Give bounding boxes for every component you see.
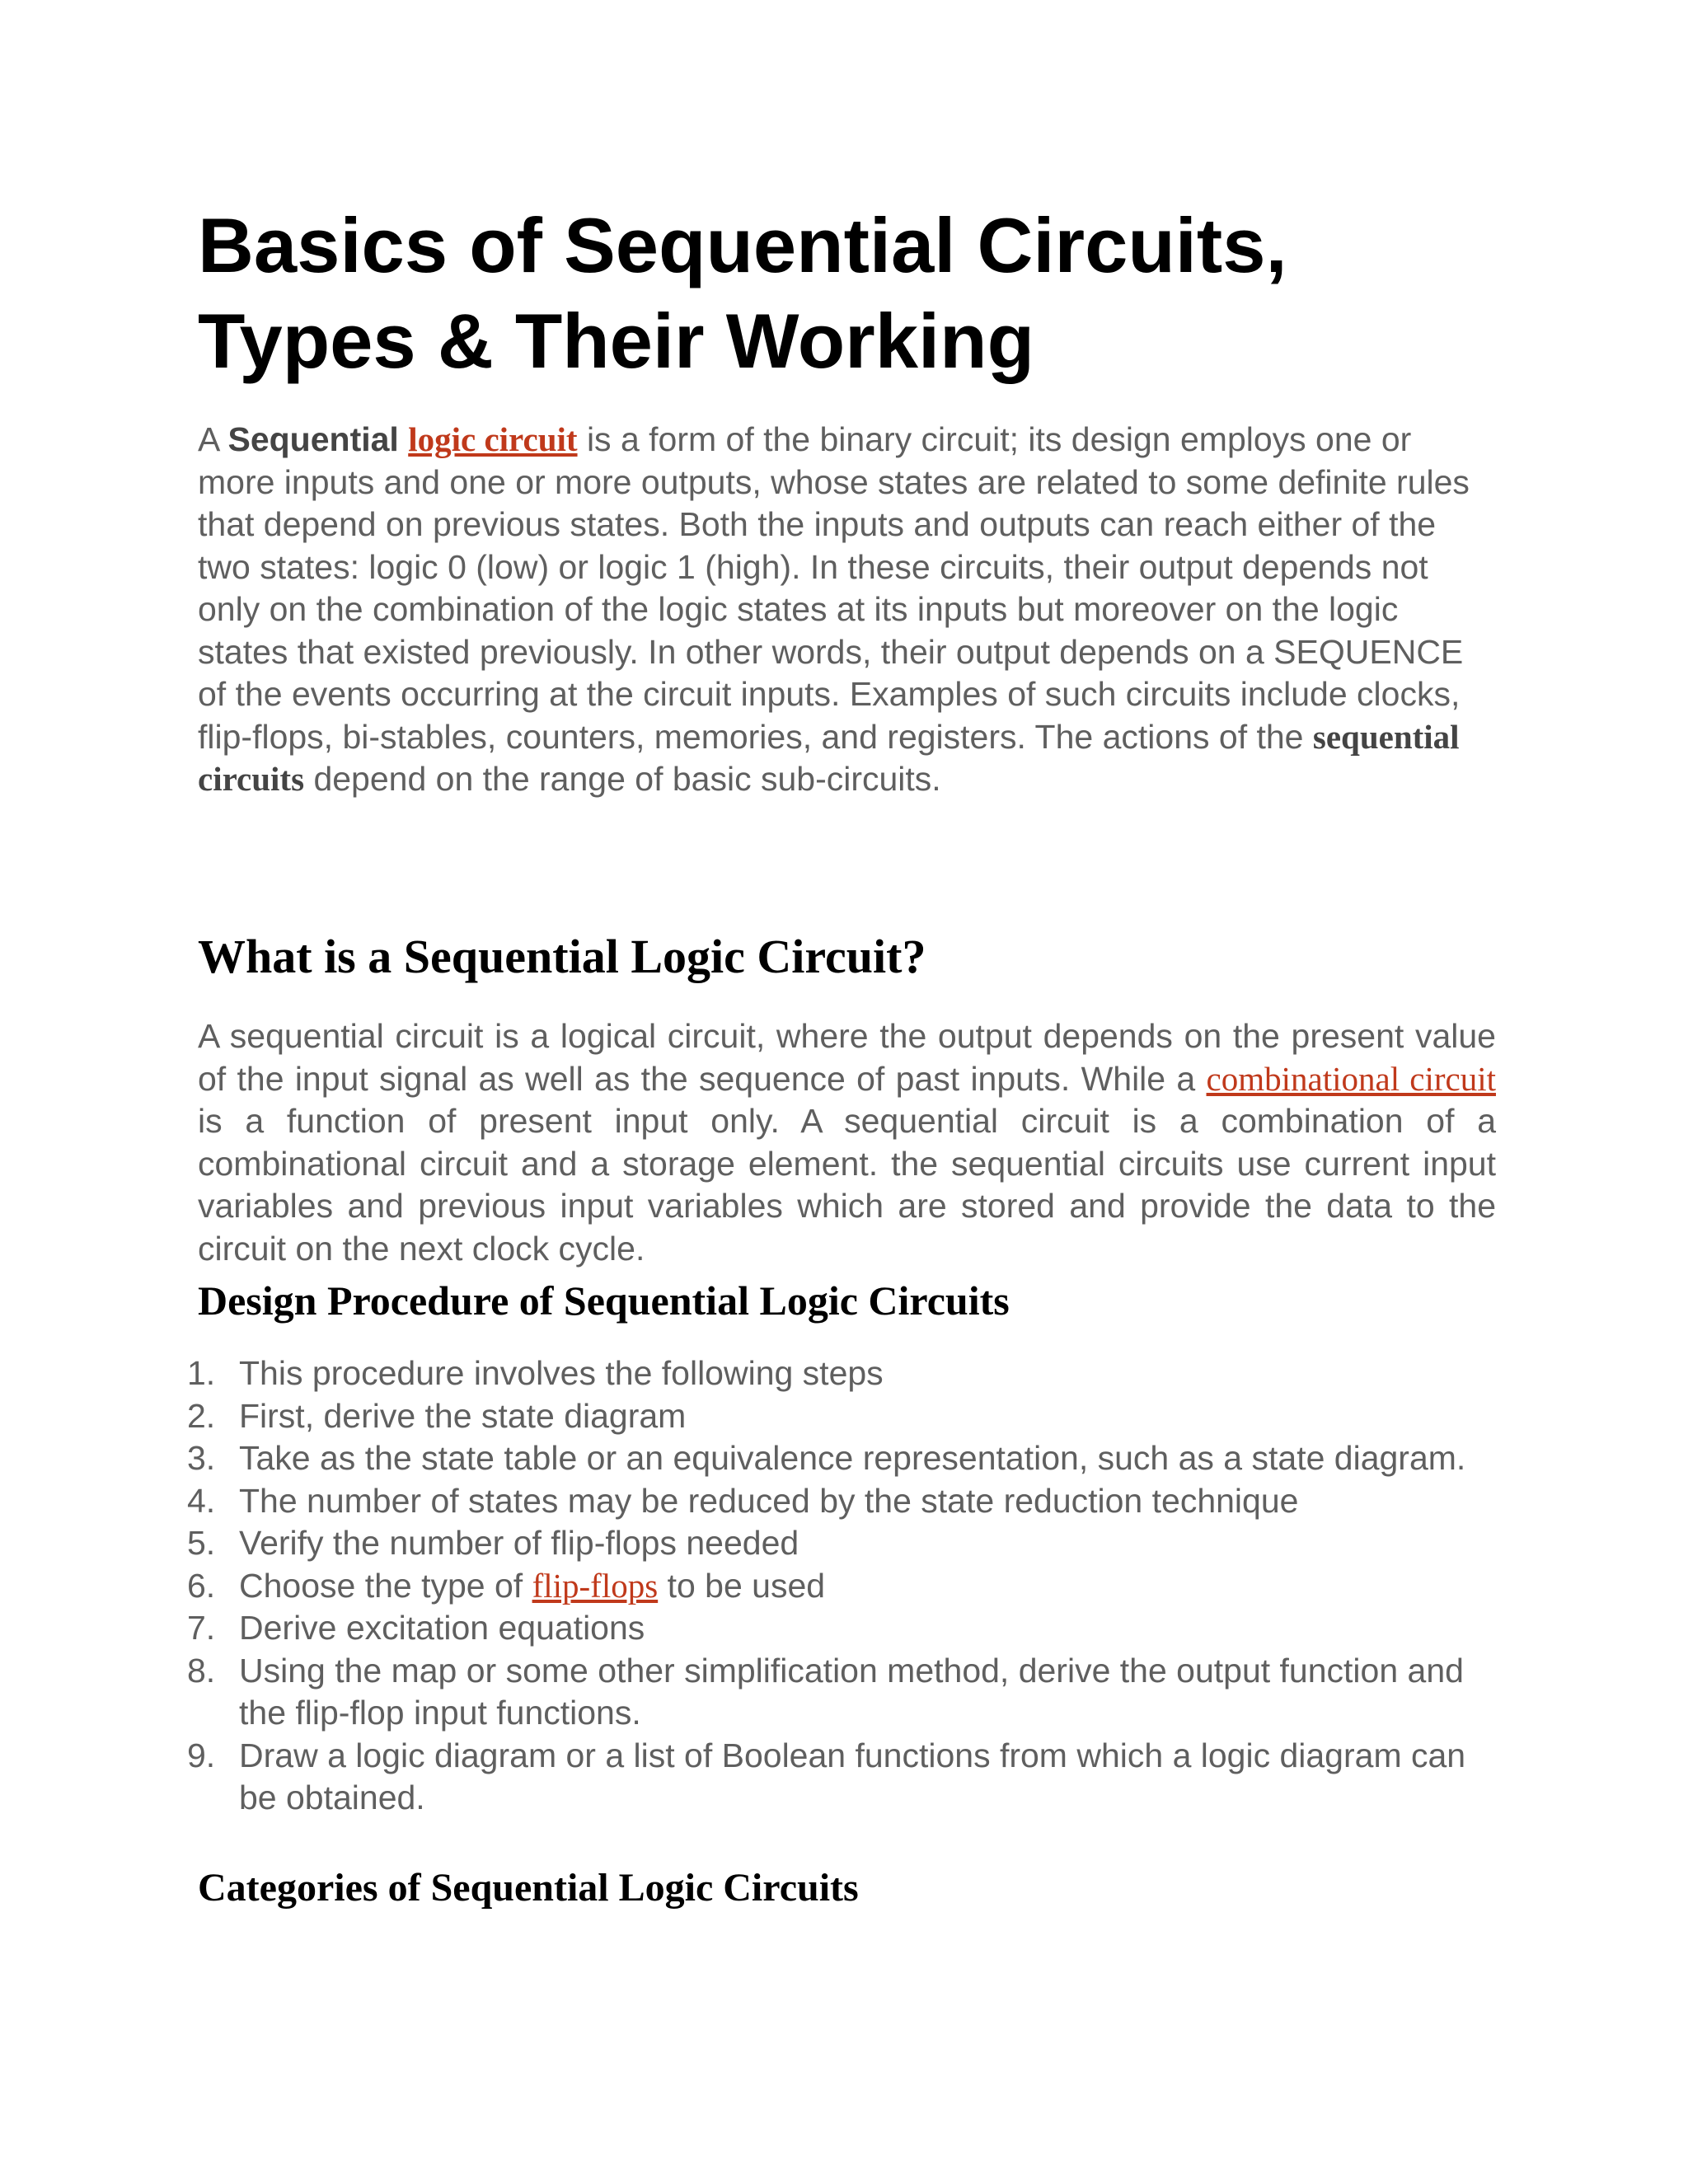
list-item: [187, 1395, 1496, 1438]
list-item-text: First, derive the state diagram: [239, 1396, 687, 1435]
intro-end-text: depend on the range of basic sub-circuits.: [304, 760, 941, 798]
list-item: [187, 1480, 1496, 1523]
list-item: [187, 1352, 1496, 1395]
list-item-number: 9.: [187, 1736, 216, 1774]
list-item: [187, 1522, 1496, 1565]
list-item-text: This procedure involves the following steps: [239, 1354, 884, 1392]
list-item-number: 1.: [187, 1354, 216, 1392]
design-procedure-heading: Design Procedure of Sequential Logic Circuits: [198, 1277, 1010, 1324]
page-title: Basics of Sequential Circuits, Types & Their Working: [198, 202, 1287, 384]
combinational-circuit-link[interactable]: combinational circuit: [1206, 1059, 1496, 1098]
list-item-number: 2.: [187, 1396, 216, 1435]
list-item-text-pre: Choose the type of: [239, 1566, 532, 1605]
what-is-start-text: A sequential circuit is a logical circuit, where the output depends on the present value of the input signal as well as the sequence of past inputs. While a: [198, 1017, 1496, 1098]
list-item-number: 4.: [187, 1481, 216, 1520]
list-item-text-post: to be used: [658, 1566, 826, 1605]
list-item-text: Take as the state table or an equivalence representation, such as a state diagram.: [239, 1439, 1466, 1477]
list-item: [187, 1607, 1496, 1650]
logic-circuit-link[interactable]: logic circuit: [408, 420, 578, 458]
list-item-text: Draw a logic diagram or a list of Boolean functions from which a logic diagram can be obtained.: [239, 1736, 1466, 1816]
categories-heading: Categories of Sequential Logic Circuits: [198, 1866, 859, 1910]
list-item-text: Using the map or some other simplification method, derive the output function and the flip-flop input functions.: [239, 1651, 1464, 1732]
what-is-end-text: is a function of present input only. A sequential circuit is a combination of a combinational circuit and a storage element. the sequential circuits use current input variables and previous input variables which are stored and provide the data to the circuit on the next clock cycle.: [198, 1102, 1496, 1268]
what-is-paragraph: [198, 1015, 1496, 1270]
list-item: [187, 1735, 1496, 1820]
list-item-text: Derive excitation equations: [239, 1609, 645, 1647]
design-steps-list: [187, 1352, 1496, 1820]
list-item-number: 7.: [187, 1609, 216, 1647]
list-item: [187, 1437, 1496, 1480]
list-item-number: 6.: [187, 1566, 216, 1605]
intro-start-text: A: [198, 420, 228, 458]
intro-paragraph: [198, 419, 1496, 801]
list-item-text: The number of states may be reduced by the state reduction technique: [239, 1481, 1299, 1520]
what-is-heading: What is a Sequential Logic Circuit?: [198, 930, 926, 983]
list-item-text: Verify the number of flip-flops needed: [239, 1524, 799, 1562]
intro-bold-term-2: sequential circuits: [198, 717, 1460, 798]
list-item-number: 8.: [187, 1651, 216, 1690]
list-item-number: 3.: [187, 1439, 216, 1477]
flip-flops-link[interactable]: flip-flops: [532, 1566, 659, 1605]
list-item: [187, 1565, 1496, 1608]
intro-body-text: is a form of the binary circuit; its design employs one or more inputs and one or more outputs, whose states are related to some definite rules that depend on previous states. Both the inputs and outputs can reach either of the two states: logic 0 (low) or logic 1 (high). In these circuits, their output depends not only on the combination of the logic states at its inputs but moreover on the logic states that existed previously. In other words, their output depends on a SEQUENCE of the events occurring at the circuit inputs. Examples of such circuits include clocks, flip-flops, bi-stables, counters, memories, and registers. The actions of the: [198, 420, 1470, 756]
intro-bold-term: Sequential: [227, 420, 399, 458]
list-item: [187, 1650, 1496, 1735]
list-item-number: 5.: [187, 1524, 216, 1562]
